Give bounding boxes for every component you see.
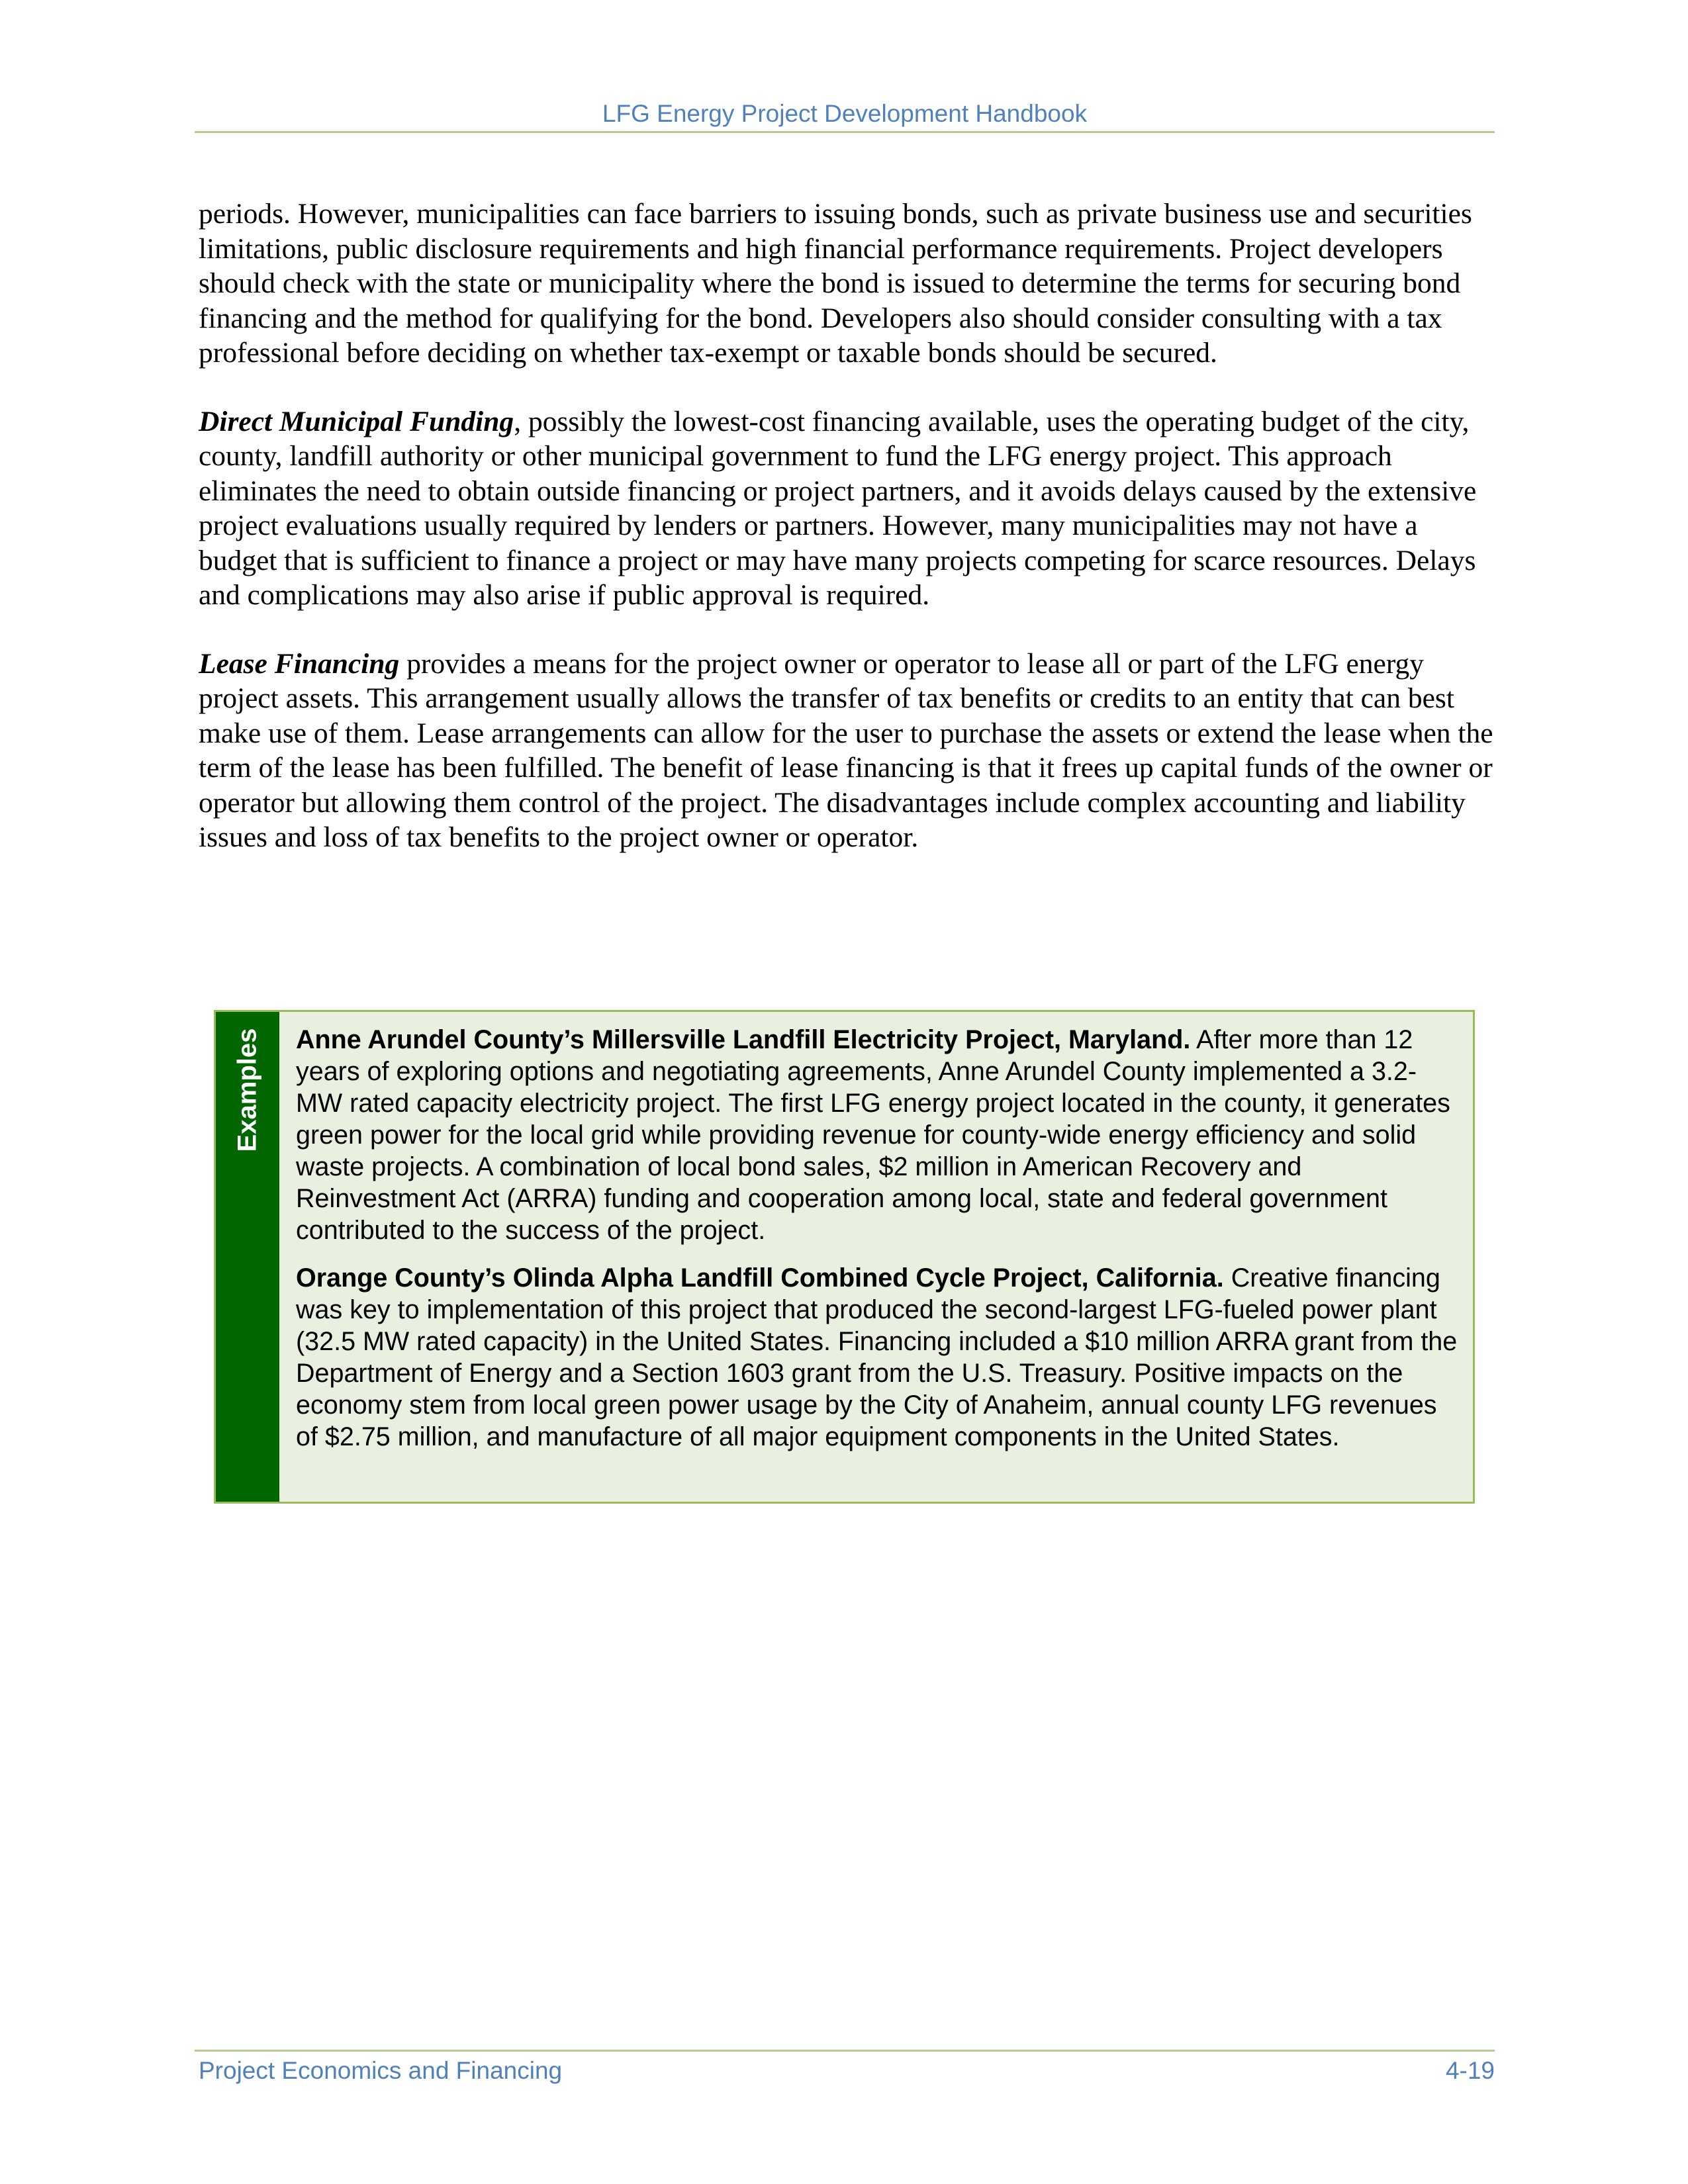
example-text: After more than 12 years of exploring options and negotiating agreements, Anne Arundel County implemented a 3.2-MW rated capacity electricity project. The first LFG energy project located in the county, it generates green power for the local grid while providing revenue for county-wide energy efficiency and solid waste projects. A combination of local bond sales, $2 million in American Recovery and Reinvestment Act (ARRA) funding and cooperation among local, state and federal government contributed to the success of the project.: [296, 1025, 1450, 1245]
paragraph-direct-municipal-funding: [199, 404, 1495, 613]
examples-tab-label: Examples: [232, 1028, 262, 1152]
example-item: [296, 1024, 1462, 1246]
example-title: Anne Arundel County’s Millersville Landfill Electricity Project, Maryland.: [296, 1025, 1191, 1054]
footer-section-title: Project Economics and Financing: [199, 2057, 563, 2084]
paragraph-text: , possibly the lowest-cost financing available, uses the operating budget of the city, county, landfill authority or other municipal government to fund the LFG energy project. This approach eliminates the need to obtain outside financing or project partners, and it avoids delays caused by the extensive project evaluations usually required by lenders or partners. However, many municipalities may not have a budget that is sufficient to finance a project or may have many projects competing for scarce resources. Delays and complications may also arise if public approval is required.: [199, 405, 1477, 611]
footer-page-number: 4-19: [1445, 2057, 1495, 2084]
paragraph-text: periods. However, municipalities can face barriers to issuing bonds, such as private business use and securities limitations, public disclosure requirements and high financial performance requirements. Project developers should check with the state or municipality where the bond is issued to determine the terms for securing bond financing and the method for qualifying for the bond. Developers also should consider consulting with a tax professional before deciding on whether tax-exempt or taxable bonds should be secured.: [199, 198, 1472, 369]
examples-content: [296, 1024, 1462, 1469]
paragraph-lease-financing: [199, 647, 1495, 855]
examples-box: [214, 1010, 1475, 1504]
page-footer: [195, 2050, 1495, 2084]
body-text: [199, 197, 1495, 889]
example-item: [296, 1262, 1462, 1453]
header-title: LFG Energy Project Development Handbook: [602, 100, 1088, 127]
term-lease-financing: Lease Financing: [199, 647, 400, 680]
paragraph-bond-barriers: [199, 197, 1495, 371]
page-header: [195, 97, 1495, 133]
term-direct-municipal-funding: Direct Municipal Funding: [199, 405, 514, 437]
example-title: Orange County’s Olinda Alpha Landfill Combined Cycle Project, California.: [296, 1263, 1224, 1293]
paragraph-text: provides a means for the project owner or operator to lease all or part of the LFG energy project assets. This arrangement usually allows the transfer of tax benefits or credits to an entity that can best make use of them. Lease arrangements can allow for the user to purchase the assets or extend the lease when the term of the lease has been fulfilled. The benefit of lease financing is that it frees up capital funds of the owner or operator but allowing them control of the project. The disadvantages include complex accounting and liability issues and loss of tax benefits to the project owner or operator.: [199, 647, 1493, 853]
example-text: Creative financing was key to implementation of this project that produced the second-largest LFG-fueled power plant (32.5 MW rated capacity) in the United States. Financing included a $10 million ARRA grant from the Department of Energy and a Section 1603 grant from the U.S. Treasury. Positive impacts on the economy stem from local green power usage by the City of Anaheim, annual county LFG revenues of $2.75 million, and manufacture of all major equipment components in the United States.: [296, 1263, 1458, 1451]
examples-tab: [216, 1012, 279, 1502]
